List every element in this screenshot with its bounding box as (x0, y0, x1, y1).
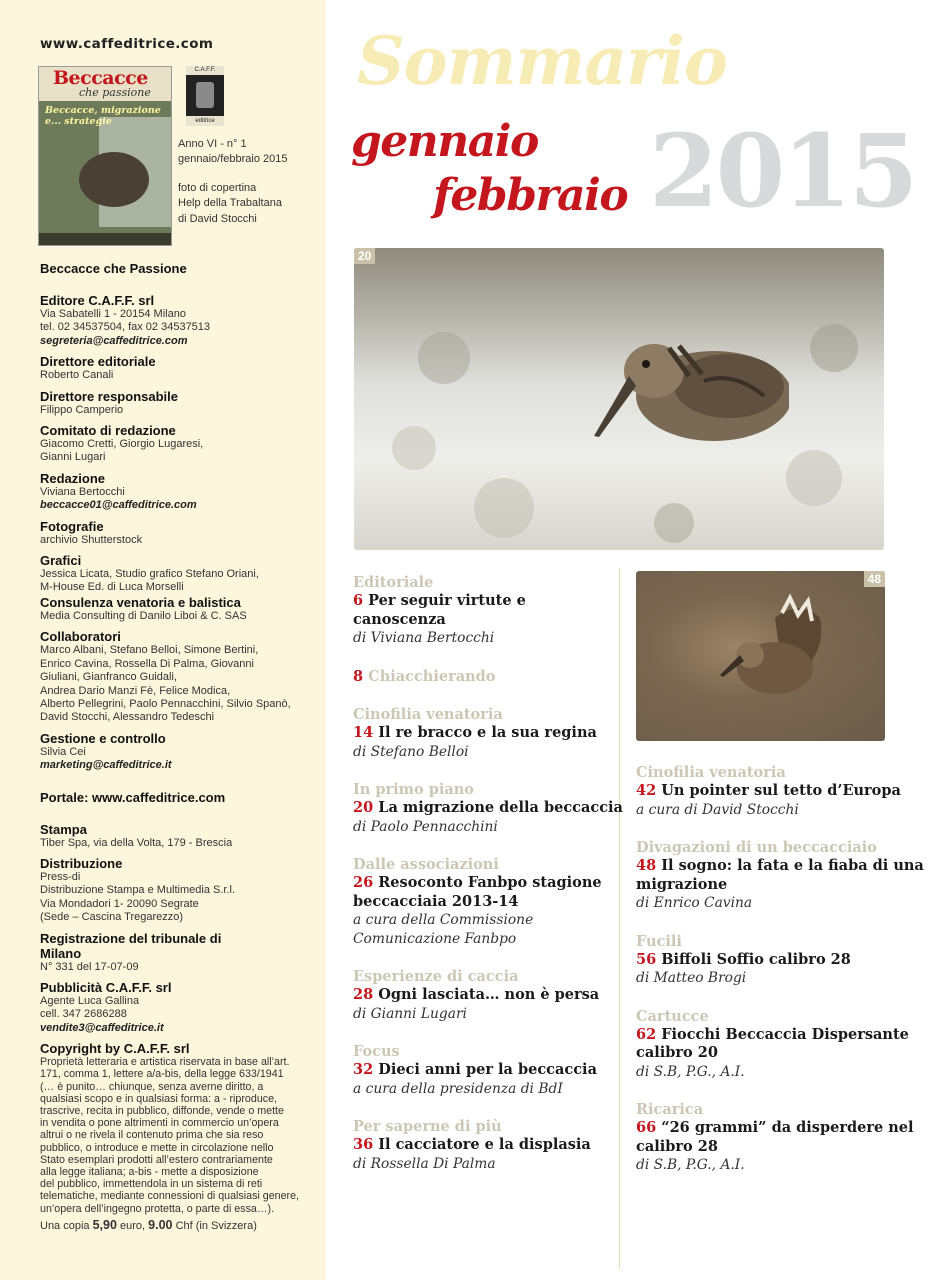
page-header (351, 22, 927, 242)
toc-entry[interactable] (353, 706, 623, 761)
cover-headline: Beccacce, migrazione e... strategie (45, 105, 161, 127)
issue-month-2: febbraio (433, 170, 628, 221)
toc-author: a cura della Commissione Comunicazione Fanbpo (353, 912, 534, 947)
toc-title: “26 grammi” da disperdere nel calibro 28 (636, 1119, 914, 1155)
colophon: Beccacce che Passione Editore C.A.F.F. srl Via Sabatelli 1 - 20154 Milano tel. 02 34537504, fax 02 34537513 segreteria@caffeditrice.com Direttore editoriale Roberto Canali Direttore responsabile Filippo Camperio Comitato di redazione Giacomo Cretti, Giorgio Lugaresi, Gianni Lugari Redazione Viviana Bertocchi beccacce01@caffeditrice.com Fotografie archivio Shutterstock Grafici Jessica Licata, Studio grafico Stefano Oriani, M-House Ed. di Luca Morselli Consulenza venatoria e balistica Media Consulting di Danilo Liboi & C. SAS Collaboratori Marco Albani, Stefano Belloi, Simone Bertini, Enrico Cavina, Rossella Di Palma, Giovanni Giuliani, Gianfranco Guidali, Andrea Dario Manzi Fè, Felice Modica, Alberto Pellegrini, Paolo Pennacchini, Silvio Spanò, David Stocchi, Alessandro Tedeschi Gestione e controllo Silvia Cei marketing@caffeditrice.it Portale: www.caffeditrice.com Stampa Tiber Spa, via della Volta, 179 - Brescia Distribuzione Press-di Distribuzione Stampa e Multimedia S.r.l. Via Mondadori 1- 20090 Segrate (Sede – Cascina Tregarezzo) Registrazione del tribunale di Milano N° 331 del 17-07-09 Pubblicità C.A.F.F. srl Agente Luca Gallina cell. 347 2686288 vendite3@caffeditrice.it Copyright by C.A.F.F. srl Proprietà letteraria e artistica riservata in base all’art. 171, comma 1, lettere a/a-bis, della legge 633/1941 (… è punito… chiunque, senza averne diritto, a qualsiasi scopo e in qualsiasi forma: a - riproduce, trascrive, recita in pubblico, diffonde, vende o mette in vendita o pone altrimenti in commercio un’opera altrui o ne rivela il contenuto prima che sia reso pubblico, o introduce e mette in circolazione nello Stato esemplari prodotti all’estero contrariamente alla legge italiana; a-bis - mette a disposizione del pubblico, immettendola in un sistema di reti telematiche, mediante connessioni di qualsiasi genere, un’opera dell’ingegno protetta, o parte di essa…). Una copia 5,90 euro, 9.00 Chf (in Svizzera) (40, 261, 318, 1233)
woodcock-bird (720, 593, 830, 703)
toc-entry[interactable] (353, 856, 623, 948)
toc-category: Editoriale (353, 574, 434, 591)
toc-author: di Matteo Brogi (636, 970, 747, 986)
toc-title: Dieci anni per la beccaccia (378, 1061, 597, 1078)
issue-info: Anno VI - n° 1 gennaio/febbraio 2015 (178, 138, 288, 165)
cover-title: Beccacce (53, 67, 148, 89)
woodcock-bird (594, 316, 789, 446)
publisher-logo: C.A.F.F. editrice (186, 66, 224, 126)
toc-page: 6 (353, 592, 364, 609)
website-url[interactable]: www.caffeditrice.com (40, 36, 214, 52)
sales-email[interactable]: vendite3@caffeditrice.it (40, 1021, 164, 1034)
toc-author: di S.B, P.G., A.I. (636, 1157, 745, 1173)
toc-entry[interactable] (353, 1118, 623, 1173)
toc-title: Resoconto Fanbpo stagione beccacciaia 2013-14 (353, 874, 602, 910)
toc-entry[interactable] (636, 933, 926, 988)
toc-entry[interactable] (353, 574, 623, 648)
toc-category: Focus (353, 1043, 400, 1060)
toc-entry[interactable] (353, 781, 623, 836)
toc-title: Il cacciatore e la displasia (378, 1136, 591, 1153)
toc-author: di Gianni Lugari (353, 1005, 467, 1022)
price-line: Una copia 5,90 euro, 9.00 Chf (in Svizzera) (40, 1217, 257, 1232)
photo-page-number: 48 (864, 571, 885, 587)
toc-entry[interactable] (353, 968, 623, 1023)
toc-title: Ogni lasciata… non è persa (378, 986, 600, 1003)
toc-page: 8 (353, 667, 364, 685)
page-title: Sommario (357, 22, 727, 100)
toc-title: Un pointer sul tetto d’Europa (661, 782, 901, 799)
toc-title: Il re bracco e la sua regina (378, 724, 597, 741)
toc-author: di Viviana Bertocchi (353, 630, 495, 646)
editorial-email[interactable]: beccacce01@caffeditrice.com (40, 499, 197, 512)
toc-page: 14 (353, 724, 374, 741)
toc-category: Per saperne di più (353, 1118, 502, 1135)
toc-category: Esperienze di caccia (353, 968, 519, 985)
toc-category: Divagazioni di un beccacciaio (636, 839, 877, 856)
toc-author: di Paolo Pennacchini (353, 818, 498, 835)
cover-credit: foto di copertina Help della Trabaltana di David Stocchi (178, 182, 282, 225)
woodcock-snow-photo (354, 248, 884, 550)
toc-page: 66 (636, 1119, 657, 1136)
toc-page: 32 (353, 1061, 374, 1078)
toc-author: di Stefano Belloi (353, 743, 469, 760)
toc-category: In primo piano (353, 781, 474, 798)
toc-right-column (636, 764, 926, 1191)
issue-year: 2015 (649, 112, 916, 230)
toc-page: 62 (636, 1025, 657, 1043)
toc-category: Fucili (636, 932, 682, 950)
portal-link[interactable]: Portale: www.caffeditrice.com (40, 789, 226, 805)
toc-title: La migrazione della beccaccia (378, 799, 623, 816)
magazine-name: Beccacce che Passione (40, 261, 187, 276)
toc-category: Dalle associazioni (353, 856, 499, 873)
toc-entry[interactable] (636, 839, 926, 913)
toc-author: a cura della presidenza di BdI (353, 1080, 563, 1097)
marketing-email[interactable]: marketing@caffeditrice.it (40, 759, 172, 772)
toc-category: Ricarica (636, 1101, 704, 1118)
toc-category: Cartucce (636, 1007, 709, 1025)
cover-bird-image (79, 152, 149, 207)
toc-author: a cura di David Stocchi (636, 801, 799, 818)
copyright-text: Proprietà letteraria e artistica riservata in base all’art. 171, comma 1, lettere a/a-bis, della legge 633/1941 (… è punito… chiunque, senza averne diritto, a qualsiasi scopo e in qualsiasi forma: a - riproduce, trascrive, recita in pubblico, diffonde, vende o mette in vendita o pone altrimenti in commercio un’opera altrui o ne rivela il contenuto prima che sia reso pubblico, o introduce e mette in circolazione nello Stato esemplari prodotti all’estero contrariamente alla legge italiana; a-bis - mette a disposizione del pubblico, immettendola in un sistema di reti telematiche, mediante connessioni di qualsiasi genere, un’opera dell’ingegno protetta, o parte di essa…). (40, 1056, 300, 1215)
issue-month-1: gennaio (351, 116, 538, 167)
toc-title: Per seguir virtute e canoscenza (353, 592, 526, 628)
cover-subtitle: che passione (79, 86, 151, 99)
toc-author: di Enrico Cavina (636, 895, 753, 911)
toc-entry[interactable] (353, 1043, 623, 1098)
masthead-sidebar (0, 0, 326, 1280)
toc-left-column (353, 574, 623, 1189)
toc-page: 36 (353, 1136, 374, 1153)
toc-author: di S.B, P.G., A.I. (636, 1063, 745, 1080)
toc-title: Fiocchi Beccaccia Dispersante calibro 20 (636, 1025, 909, 1061)
woodcock-display-photo (636, 571, 885, 741)
toc-entry[interactable] (636, 1101, 926, 1175)
publisher-title: Editore C.A.F.F. srl (40, 293, 155, 308)
toc-page: 20 (353, 799, 374, 816)
toc-page: 56 (636, 950, 657, 968)
toc-title: Biffoli Soffio calibro 28 (661, 950, 851, 968)
toc-author: di Rossella Di Palma (353, 1155, 496, 1172)
toc-category: Cinofilia venatoria (636, 764, 786, 781)
toc-title: Chiacchierando (368, 667, 496, 685)
toc-entry[interactable] (636, 764, 926, 819)
toc-entry[interactable] (353, 668, 623, 687)
toc-category: Cinofilia venatoria (353, 706, 503, 723)
toc-page: 42 (636, 782, 657, 799)
publisher-email[interactable]: segreteria@caffeditrice.com (40, 334, 188, 347)
toc-page: 26 (353, 874, 374, 891)
toc-page: 28 (353, 986, 374, 1003)
toc-page: 48 (636, 857, 657, 874)
cover-thumbnail (38, 66, 172, 246)
toc-title: Il sogno: la fata e la fiaba di una migrazione (636, 857, 924, 893)
toc-entry[interactable] (636, 1008, 926, 1082)
photo-page-number: 20 (354, 248, 375, 264)
